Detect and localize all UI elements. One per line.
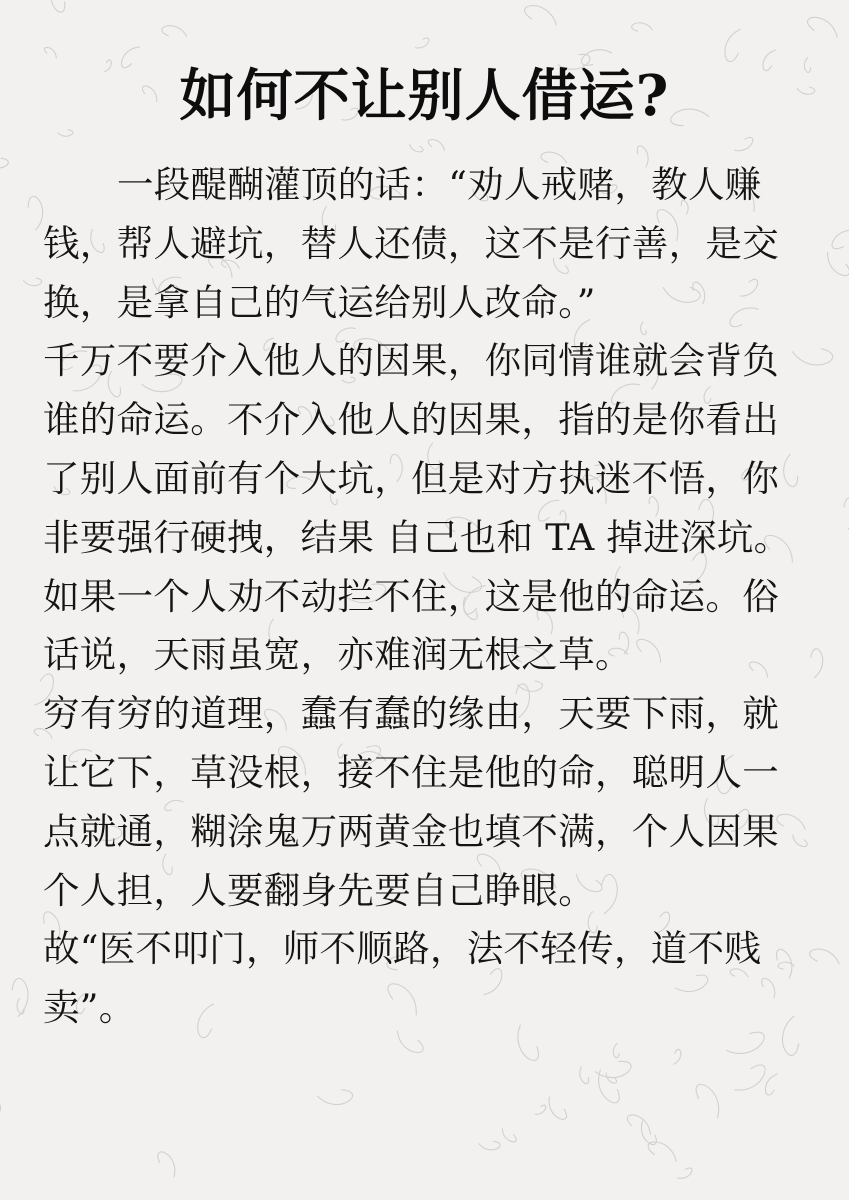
- texture-stroke: [828, 253, 849, 276]
- texture-stroke: [595, 1061, 631, 1077]
- texture-stroke: [832, 230, 849, 249]
- texture-stroke: [844, 498, 849, 529]
- texture-stroke: [502, 1129, 516, 1142]
- texture-stroke: [51, 0, 65, 12]
- texture-stroke: [808, 17, 838, 37]
- texture-stroke: [765, 1074, 777, 1095]
- paragraph-conclusion: 故“医不叩门，师不顺路，法不轻传，道不贱卖”。: [43, 927, 762, 1030]
- texture-stroke: [535, 1105, 545, 1114]
- texture-stroke: [0, 158, 8, 168]
- texture-stroke: [632, 23, 653, 31]
- texture-stroke: [162, 26, 187, 37]
- texture-stroke: [28, 196, 42, 230]
- texture-stroke: [479, 1141, 500, 1150]
- texture-stroke: [677, 1168, 692, 1178]
- texture-stroke: [599, 1070, 620, 1103]
- texture-stroke: [580, 1067, 589, 1084]
- texture-stroke: [12, 978, 28, 1016]
- texture-stroke: [525, 6, 557, 25]
- texture-stroke: [696, 1084, 719, 1117]
- paragraph-quote: 一段醍醐灌顶的话：“劝人戒赌，教人赚钱，帮人避坑，替人还债，这不是行善，是交换，是拿自己的气运给别人改命。”: [43, 163, 779, 324]
- texture-stroke: [428, 140, 444, 151]
- texture-stroke: [158, 1152, 175, 1177]
- texture-stroke: [416, 38, 429, 48]
- page-title: 如何不让别人借运?: [179, 63, 670, 129]
- texture-stroke: [44, 47, 56, 58]
- texture-stroke: [627, 1115, 650, 1134]
- texture-stroke: [24, 278, 42, 285]
- texture-stroke: [410, 145, 423, 152]
- texture-stroke: [549, 1097, 566, 1119]
- texture-stroke: [318, 1090, 353, 1105]
- texture-stroke: [725, 29, 740, 61]
- paragraph-karma: 千万不要介入他人的因果，你同情谁就会背负谁的命运。不介入他人的因果，指的是你看出了别人面前有个大坑，但是对方执迷不悟，你非要强行硬拽，结果 自己也和 TA 掉进深坑。: [43, 339, 791, 559]
- paragraph-fate: 如果一个人劝不动拦不住，这是他的命运。俗话说，天雨虽宽，亦难润无根之草。: [43, 574, 779, 677]
- texture-stroke: [641, 1121, 656, 1144]
- article-body: [43, 156, 813, 1038]
- paragraph-reason: 穷有穷的道理，蠢有蠢的缘由，天要下雨，就让它下，草没根，接不住是他的命，聪明人一点就通，糊涂鬼万两黄金也填不满，个人因果个人担，人要翻身先要自己睁眼。: [43, 692, 779, 912]
- texture-stroke: [735, 1065, 765, 1090]
- texture-stroke: [0, 1093, 1, 1113]
- texture-stroke: [613, 1044, 619, 1058]
- texture-stroke: [810, 949, 839, 964]
- texture-stroke: [674, 1049, 681, 1064]
- texture-stroke: [735, 137, 753, 150]
